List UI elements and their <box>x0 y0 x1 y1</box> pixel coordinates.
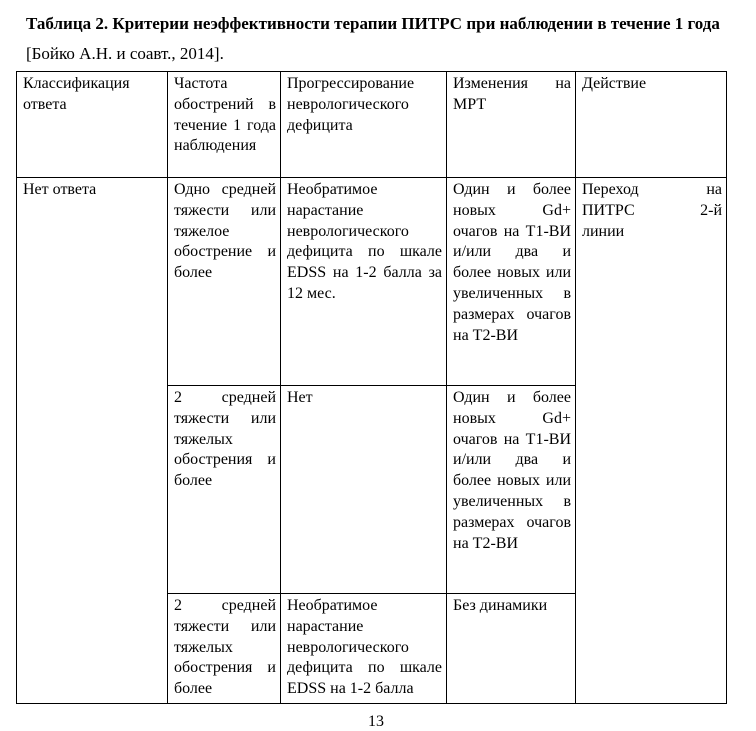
table-citation: [Бойко А.Н. и соавт., 2014]. <box>26 44 224 63</box>
cell-progression: Необратимое нарастание неврологического дефицита по шкале EDSS на 1-2 балла за 12 мес. <box>281 178 447 386</box>
action-line-3: линии <box>582 222 625 240</box>
cell-mri: Один и более новых Gd+ очагов на Т1-ВИ и/или два и более новых или увеличенных в размерах очагов на Т2-ВИ <box>447 386 576 594</box>
cell-mri: Без динамики <box>447 594 576 704</box>
header-progression: Прогрессирование неврологического дефицита <box>281 72 447 178</box>
cell-frequency: 2 средней тяжести или тяжелых обострения и более <box>168 594 281 704</box>
header-mri: Изменения на МРТ <box>447 72 576 178</box>
cell-mri: Один и более новых Gd+ очагов на Т1-ВИ и/или два и более новых или увеличенных в размерах очагов на Т2-ВИ <box>447 178 576 386</box>
cell-progression: Необратимое нарастание неврологического дефицита по шкале EDSS на 1-2 балла <box>281 594 447 704</box>
action-line-2: ПИТРС 2-й <box>582 201 722 219</box>
action-line-1: Переход на <box>582 181 722 198</box>
cell-classification: Нет ответа <box>17 178 168 704</box>
table-header-row <box>17 72 727 178</box>
cell-frequency: 2 средней тяжести или тяжелых обострения и более <box>168 386 281 594</box>
table-caption <box>26 9 736 69</box>
header-action: Действие <box>576 72 727 178</box>
header-frequency: Частота обострений в течение 1 года наблюдения <box>168 72 281 178</box>
page-number: 13 <box>368 713 384 730</box>
criteria-table <box>16 71 727 704</box>
cell-action <box>576 178 727 704</box>
table-title: Таблица 2. Критерии неэффективности терапии ПИТРС при наблюдении в течение 1 года <box>26 14 720 33</box>
table-row <box>17 178 727 386</box>
header-classification: Классификация ответа <box>17 72 168 178</box>
cell-frequency: Одно средней тяжести или тяжелое обострение и более <box>168 178 281 386</box>
cell-progression: Нет <box>281 386 447 594</box>
